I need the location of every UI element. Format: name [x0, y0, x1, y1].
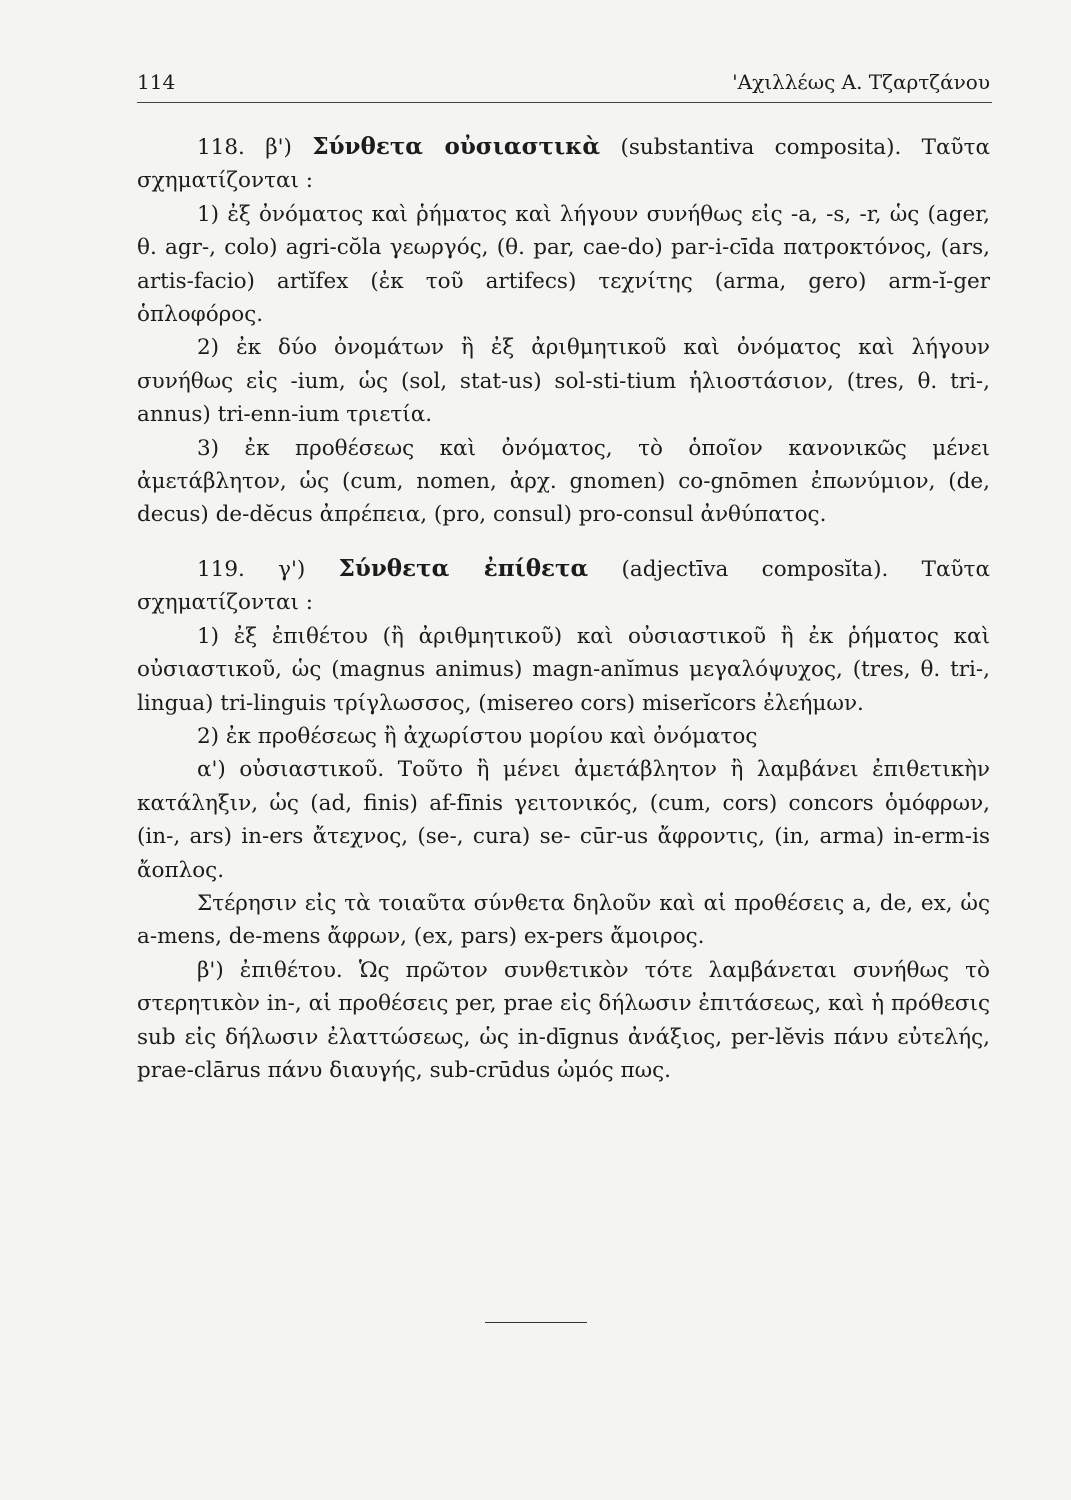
section-118-number: 118. β'): [197, 135, 292, 160]
running-title: 'Αχιλλέως Α. Τζαρτζάνου: [732, 70, 990, 94]
footer-rule: [485, 1322, 587, 1323]
section-119-privation-note: Στέρησιν εἰς τὰ τοιαῦτα σύνθετα δηλοῦν καὶ αἱ προθέσεις a, de, ex, ὡς a-mens, de-mens ἄφρων, (ex, pars) ex-pers ἄμοιρος.: [137, 890, 990, 950]
header-rule: [137, 102, 992, 103]
section-119-heading-paragraph: [137, 552, 990, 620]
section-118-item-3: 3) ἐκ προθέσεως καὶ ὀνόματος, τὸ ὁποῖον κανονικῶς μένει ἀμετάβλητον, ὡς (cum, nomen, ἀρχ. gnomen) co-gnōmen ἐπωνύμιον, (de, decus) de-dĕcus ἀπρέπεια, (pro, consul) pro-consul ἀνθύπατος.: [137, 435, 990, 528]
section-118-item-1: 1) ἐξ ὀνόματος καὶ ῥήματος καὶ λήγουν συνήθως εἰς -a, -s, -r, ὡς (ager, θ. agr-, colo) agri-cŏla γεωργός, (θ. par, cae-do) par-i-cīda πατροκτόνος, (ars, artis-facio) artĭfex (ἐκ τοῦ artifecs) τεχνίτης (arma, gero) arm-ĭ-ger ὁπλοφόρος.: [137, 201, 990, 328]
section-118-heading: Σύνθετα οὐσιαστικὰ: [312, 133, 601, 160]
section-119-item-2b: β') ἐπιθέτου. Ὡς πρῶτον συνθετικὸν τότε λαμβάνεται συνήθως τὸ στερητικὸν in-, αἱ προθέσεις per, prae εἰς δήλωσιν ἐπιτάσεως, καὶ ἡ πρόθεσις sub εἰς δήλωσιν ἐλαττώσεως, ὡς in-dīgnus ἀνάξιος, per-lĕvis πάνυ εὐτελής, prae-clārus πάνυ διαυγής, sub-crūdus ὠμός πως.: [137, 957, 990, 1083]
section-119-heading: Σύνθετα ἐπίθετα: [338, 554, 589, 582]
section-119-item-1: 1) ἐξ ἐπιθέτου (ἢ ἀριθμητικοῦ) καὶ οὐσιαστικοῦ ἢ ἐκ ῥήματος καὶ οὐσιαστικοῦ, ὡς (magnus animus) magn-anĭmus μεγαλόψυχος, (tres, θ. tri-, lingua) tri-linguis τρίγλωσσος, (misereo cors) miserĭcors ἐλεήμων.: [137, 623, 990, 716]
page-body: [137, 130, 990, 1087]
section-119-item-2a: α') οὐσιαστικοῦ. Τοῦτο ἢ μένει ἀμετάβλητον ἢ λαμβάνει ἐπιθετικὴν κατάληξιν, ὡς (ad, finis) af-fīnis γειτονικός, (cum, cors) concors ὁμόφρων, (in-, ars) in-ers ἄτεχνος, (se-, cura) se- cūr-us ἄφροντις, (in, arma) in-erm-is ἄοπλος.: [137, 757, 990, 883]
section-119-number: 119. γ'): [197, 556, 306, 582]
section-119-item-2: 2) ἐκ προθέσεως ἢ ἀχωρίστου μορίου καὶ ὀνόματος: [197, 723, 758, 749]
section-118-heading-paragraph: [137, 130, 990, 198]
section-118-intro: (substantiva composita). Ταῦτα σχηματίζονται :: [137, 135, 990, 194]
page-number: 114: [137, 70, 176, 94]
section-118-item-2: 2) ἐκ δύο ὀνομάτων ἢ ἐξ ἀριθμητικοῦ καὶ ὀνόματος καὶ λήγουν συνήθως εἰς -ium, ὡς (sol, stat-us) sol-sti-tium ἡλιοστάσιον, (tres, θ. tri-, annus) tri-enn-ium τριετία.: [137, 335, 990, 428]
section-119-intro: (adjectīva composĭta). Ταῦτα σχηματίζονται :: [137, 556, 990, 616]
page-header: [137, 70, 990, 100]
